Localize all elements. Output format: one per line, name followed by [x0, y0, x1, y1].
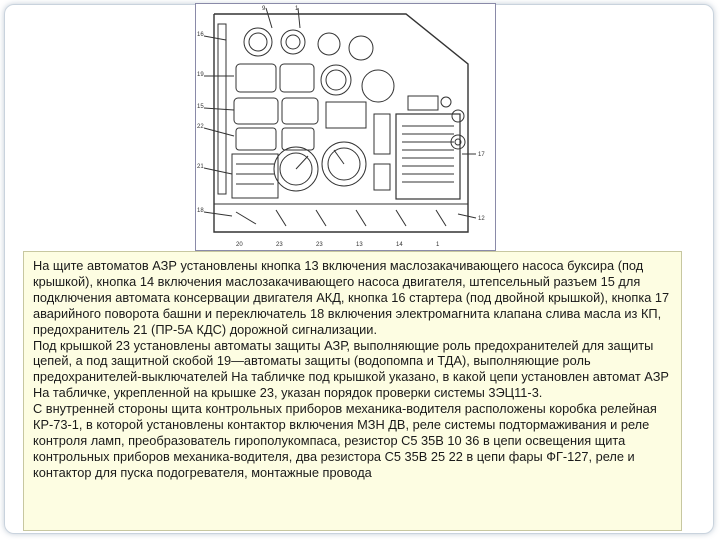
callout-label: 18 [197, 208, 204, 214]
paragraph-relays: С внутренней стороны щита контрольных приборов механика-водителя расположены коробка релейная КР-73-1, в которой установлены контактор включения МЗН ДВ, реле системы подтормаживания и реле контроля ламп, преобразователь гирополукомпаса, резистор С5 35В 10 36 в цепи освещения щита контрольных приборов механика-водителя, два резистора С5 35В 25 22 в цепи фары ФГ-127, реле и контактор для пуска подогревателя, монтажные провода [33, 401, 657, 480]
instrument-panel-drawing-icon [196, 4, 495, 250]
callout-label: 1 [295, 6, 299, 12]
callout-label: 12 [478, 216, 485, 222]
callout-label: 16 [197, 32, 204, 38]
callout-label: 23 [276, 242, 283, 248]
paragraph-controls: На щите автоматов АЗР установлены кнопка 13 включения маслозакачивающего насоса буксира (под крышкой), кнопка 14 включения маслозакачивающего насоса двигателя, штепсельный разъем 15 для подключения автомата консервации двигателя АКД, кнопка 16 стартера (под двойной крышкой), кнопка 17 аварийного поворота башни и переключатель 18 включения электромагнита клапана слива масла из КП, предохранитель 21 (ПР-5А КДС) дорожной сигнализации. [33, 258, 670, 337]
callout-label: 14 [396, 242, 403, 248]
callout-label: 19 [197, 72, 204, 78]
callout-label: 1 [436, 242, 440, 248]
callout-label: 22 [197, 124, 204, 130]
callout-label: 13 [356, 242, 363, 248]
callout-label: 15 [197, 104, 204, 110]
callout-label: 20 [236, 242, 243, 248]
instrument-panel-figure [195, 3, 496, 251]
callout-label: 9 [262, 6, 266, 12]
description-text-box [23, 251, 682, 531]
paragraph-fuses: Под крышкой 23 установлены автоматы защиты АЗР, выполняющие роль предохранителей для защиты цепей, а под защитной скобой 19—автоматы защиты (водопомпа и ТДА), выполняющие роль предохранителей-выключателей На табличке под крышкой указано, в какой цепи установлен автомат АЗР На табличке, укрепленной на крышке 23, указан порядок проверки системы 3ЭЦ11-3. [33, 337, 669, 401]
callout-label: 17 [478, 152, 485, 158]
callout-label: 21 [197, 164, 204, 170]
callout-label: 23 [316, 242, 323, 248]
